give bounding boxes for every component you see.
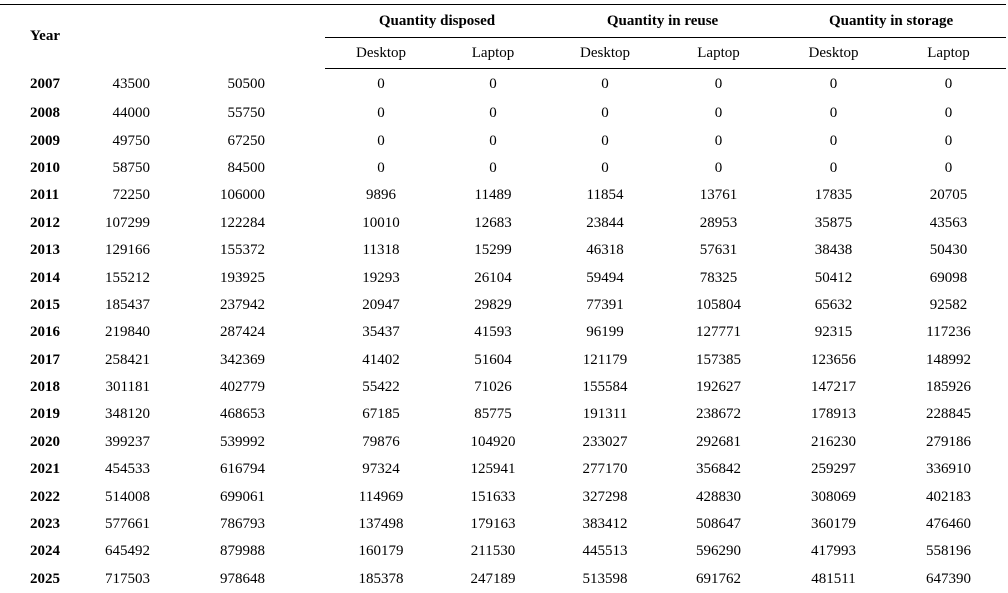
sales-laptop-cell: 978648 [180,566,325,593]
storage-desktop-cell: 360179 [776,511,891,538]
reuse-laptop-cell: 0 [661,127,776,154]
sales-laptop-cell: 122284 [180,210,325,237]
year-cell: 2008 [0,100,80,127]
disposed-laptop-cell: 125941 [437,456,549,483]
disposed-laptop-cell: 0 [437,69,549,101]
reuse-desktop-cell: 513598 [549,566,661,593]
storage-laptop-cell: 558196 [891,538,1006,565]
sales-laptop-cell: 786793 [180,511,325,538]
storage-laptop-cell: 0 [891,69,1006,101]
reuse-laptop-cell: 157385 [661,347,776,374]
storage-desktop-cell: 178913 [776,401,891,428]
table-row [0,429,1006,456]
reuse-laptop-cell: 428830 [661,483,776,510]
storage-desktop-cell: 0 [776,155,891,182]
storage-laptop-cell: 279186 [891,429,1006,456]
reuse-laptop-cell: 192627 [661,374,776,401]
storage-desktop-cell: 0 [776,69,891,101]
storage-desktop-cell: 308069 [776,483,891,510]
disposed-laptop-cell: 85775 [437,401,549,428]
reuse-laptop-cell: 13761 [661,182,776,209]
reuse-laptop-cell: 0 [661,100,776,127]
reuse-laptop-cell: 238672 [661,401,776,428]
sales-laptop-cell: 879988 [180,538,325,565]
sales-laptop-cell: 106000 [180,182,325,209]
storage-laptop-cell: 69098 [891,264,1006,291]
subheader-desktop: Desktop [325,38,437,69]
sales-laptop-cell: 287424 [180,319,325,346]
disposed-desktop-cell: 19293 [325,264,437,291]
subheader-desktop: Desktop [549,38,661,69]
reuse-laptop-cell: 292681 [661,429,776,456]
table-body [0,69,1006,593]
reuse-laptop-cell: 596290 [661,538,776,565]
sales-laptop-cell: 468653 [180,401,325,428]
year-cell: 2012 [0,210,80,237]
table-row [0,127,1006,154]
reuse-desktop-cell: 0 [549,69,661,101]
storage-desktop-cell: 0 [776,127,891,154]
year-cell: 2010 [0,155,80,182]
disposed-desktop-cell: 79876 [325,429,437,456]
disposed-laptop-cell: 29829 [437,292,549,319]
reuse-desktop-cell: 155584 [549,374,661,401]
storage-desktop-cell: 123656 [776,347,891,374]
reuse-desktop-cell: 96199 [549,319,661,346]
disposed-laptop-cell: 26104 [437,264,549,291]
disposed-desktop-cell: 0 [325,69,437,101]
table-row [0,292,1006,319]
reuse-laptop-cell: 127771 [661,319,776,346]
table-row [0,182,1006,209]
reuse-laptop-cell: 28953 [661,210,776,237]
sales-laptop-cell: 55750 [180,100,325,127]
storage-desktop-cell: 38438 [776,237,891,264]
disposed-laptop-cell: 151633 [437,483,549,510]
reuse-desktop-cell: 191311 [549,401,661,428]
sales-desktop-cell: 44000 [80,100,180,127]
table-row [0,538,1006,565]
disposed-desktop-cell: 137498 [325,511,437,538]
reuse-desktop-cell: 383412 [549,511,661,538]
year-cell: 2016 [0,319,80,346]
sales-laptop-cell: 237942 [180,292,325,319]
storage-laptop-cell: 148992 [891,347,1006,374]
year-cell: 2015 [0,292,80,319]
sales-desktop-cell: 219840 [80,319,180,346]
disposed-desktop-cell: 9896 [325,182,437,209]
storage-laptop-cell: 476460 [891,511,1006,538]
reuse-laptop-cell: 691762 [661,566,776,593]
sales-desktop-cell: 454533 [80,456,180,483]
sales-desktop-cell: 72250 [80,182,180,209]
storage-desktop-cell: 17835 [776,182,891,209]
storage-laptop-cell: 185926 [891,374,1006,401]
disposed-laptop-cell: 15299 [437,237,549,264]
table-row [0,483,1006,510]
storage-laptop-cell: 402183 [891,483,1006,510]
disposed-laptop-cell: 0 [437,127,549,154]
disposed-desktop-cell: 11318 [325,237,437,264]
subheader-laptop: Laptop [437,38,549,69]
year-cell: 2020 [0,429,80,456]
disposed-laptop-cell: 0 [437,155,549,182]
table-row [0,69,1006,101]
reuse-desktop-cell: 233027 [549,429,661,456]
disposed-laptop-cell: 179163 [437,511,549,538]
storage-laptop-cell: 336910 [891,456,1006,483]
sales-laptop-cell: 539992 [180,429,325,456]
table-row [0,264,1006,291]
reuse-desktop-cell: 121179 [549,347,661,374]
disposed-desktop-cell: 55422 [325,374,437,401]
disposed-desktop-cell: 10010 [325,210,437,237]
sales-desktop-cell: 129166 [80,237,180,264]
disposed-desktop-cell: 114969 [325,483,437,510]
disposed-laptop-cell: 51604 [437,347,549,374]
table-row [0,319,1006,346]
storage-laptop-cell: 0 [891,155,1006,182]
disposed-laptop-cell: 41593 [437,319,549,346]
sales-desktop-cell: 185437 [80,292,180,319]
storage-desktop-cell: 259297 [776,456,891,483]
subheader-laptop: Laptop [891,38,1006,69]
storage-desktop-cell: 35875 [776,210,891,237]
reuse-laptop-cell: 508647 [661,511,776,538]
year-header: Year [0,5,80,69]
sales-laptop-cell: 50500 [180,69,325,101]
year-cell: 2014 [0,264,80,291]
sales-desktop-cell: 577661 [80,511,180,538]
year-cell: 2009 [0,127,80,154]
table-row [0,511,1006,538]
table-row [0,100,1006,127]
sales-desktop-cell: 49750 [80,127,180,154]
year-cell: 2011 [0,182,80,209]
sales-laptop-cell: 155372 [180,237,325,264]
table-row [0,237,1006,264]
subheader-laptop: Laptop [661,38,776,69]
reuse-desktop-cell: 23844 [549,210,661,237]
sales-desktop-cell: 107299 [80,210,180,237]
disposed-desktop-cell: 0 [325,100,437,127]
disposed-laptop-cell: 247189 [437,566,549,593]
reuse-desktop-cell: 445513 [549,538,661,565]
sales-desktop-cell: 43500 [80,69,180,101]
storage-desktop-cell: 147217 [776,374,891,401]
disposed-desktop-cell: 35437 [325,319,437,346]
reuse-laptop-cell: 0 [661,155,776,182]
reuse-laptop-cell: 105804 [661,292,776,319]
storage-laptop-cell: 647390 [891,566,1006,593]
disposed-laptop-cell: 71026 [437,374,549,401]
storage-laptop-cell: 92582 [891,292,1006,319]
group-header-disposed: Quantity disposed [325,5,549,38]
table-row [0,347,1006,374]
disposed-desktop-cell: 41402 [325,347,437,374]
storage-desktop-cell: 50412 [776,264,891,291]
year-cell: 2025 [0,566,80,593]
group-header-storage: Quantity in storage [776,5,1006,38]
year-cell: 2013 [0,237,80,264]
storage-desktop-cell: 417993 [776,538,891,565]
storage-laptop-cell: 20705 [891,182,1006,209]
reuse-laptop-cell: 78325 [661,264,776,291]
year-cell: 2024 [0,538,80,565]
table-row [0,374,1006,401]
disposed-laptop-cell: 11489 [437,182,549,209]
disposed-desktop-cell: 0 [325,127,437,154]
disposed-laptop-cell: 0 [437,100,549,127]
reuse-desktop-cell: 46318 [549,237,661,264]
sales-laptop-cell: 699061 [180,483,325,510]
group-header-reuse: Quantity in reuse [549,5,776,38]
sales-laptop-cell: 67250 [180,127,325,154]
blank-header [180,5,325,69]
table-row [0,155,1006,182]
sales-desktop-cell: 301181 [80,374,180,401]
disposed-desktop-cell: 185378 [325,566,437,593]
year-cell: 2007 [0,69,80,101]
storage-desktop-cell: 481511 [776,566,891,593]
disposed-desktop-cell: 0 [325,155,437,182]
reuse-desktop-cell: 277170 [549,456,661,483]
reuse-desktop-cell: 0 [549,127,661,154]
table-row [0,456,1006,483]
sales-desktop-cell: 717503 [80,566,180,593]
table-row [0,210,1006,237]
disposed-laptop-cell: 104920 [437,429,549,456]
disposed-laptop-cell: 12683 [437,210,549,237]
sales-desktop-cell: 58750 [80,155,180,182]
sales-laptop-cell: 342369 [180,347,325,374]
disposed-desktop-cell: 67185 [325,401,437,428]
storage-desktop-cell: 216230 [776,429,891,456]
subheader-desktop: Desktop [776,38,891,69]
year-cell: 2022 [0,483,80,510]
storage-laptop-cell: 117236 [891,319,1006,346]
reuse-desktop-cell: 0 [549,100,661,127]
table-row [0,566,1006,593]
storage-desktop-cell: 0 [776,100,891,127]
storage-laptop-cell: 43563 [891,210,1006,237]
year-cell: 2018 [0,374,80,401]
storage-laptop-cell: 50430 [891,237,1006,264]
sales-desktop-cell: 645492 [80,538,180,565]
reuse-desktop-cell: 77391 [549,292,661,319]
year-cell: 2023 [0,511,80,538]
storage-desktop-cell: 92315 [776,319,891,346]
disposed-desktop-cell: 160179 [325,538,437,565]
sales-desktop-cell: 258421 [80,347,180,374]
disposed-desktop-cell: 97324 [325,456,437,483]
storage-desktop-cell: 65632 [776,292,891,319]
reuse-laptop-cell: 57631 [661,237,776,264]
reuse-laptop-cell: 356842 [661,456,776,483]
sales-laptop-cell: 616794 [180,456,325,483]
sales-desktop-cell: 399237 [80,429,180,456]
sales-desktop-cell: 514008 [80,483,180,510]
reuse-laptop-cell: 0 [661,69,776,101]
reuse-desktop-cell: 327298 [549,483,661,510]
reuse-desktop-cell: 59494 [549,264,661,291]
reuse-desktop-cell: 0 [549,155,661,182]
table-row [0,401,1006,428]
sales-laptop-cell: 193925 [180,264,325,291]
data-table [0,4,1006,593]
sales-desktop-cell: 348120 [80,401,180,428]
header-row-groups [0,5,1006,38]
sales-laptop-cell: 84500 [180,155,325,182]
reuse-desktop-cell: 11854 [549,182,661,209]
year-cell: 2017 [0,347,80,374]
storage-laptop-cell: 228845 [891,401,1006,428]
storage-laptop-cell: 0 [891,127,1006,154]
sales-desktop-cell: 155212 [80,264,180,291]
year-cell: 2019 [0,401,80,428]
disposed-laptop-cell: 211530 [437,538,549,565]
year-cell: 2021 [0,456,80,483]
storage-laptop-cell: 0 [891,100,1006,127]
disposed-desktop-cell: 20947 [325,292,437,319]
sales-laptop-cell: 402779 [180,374,325,401]
blank-header [80,5,180,69]
